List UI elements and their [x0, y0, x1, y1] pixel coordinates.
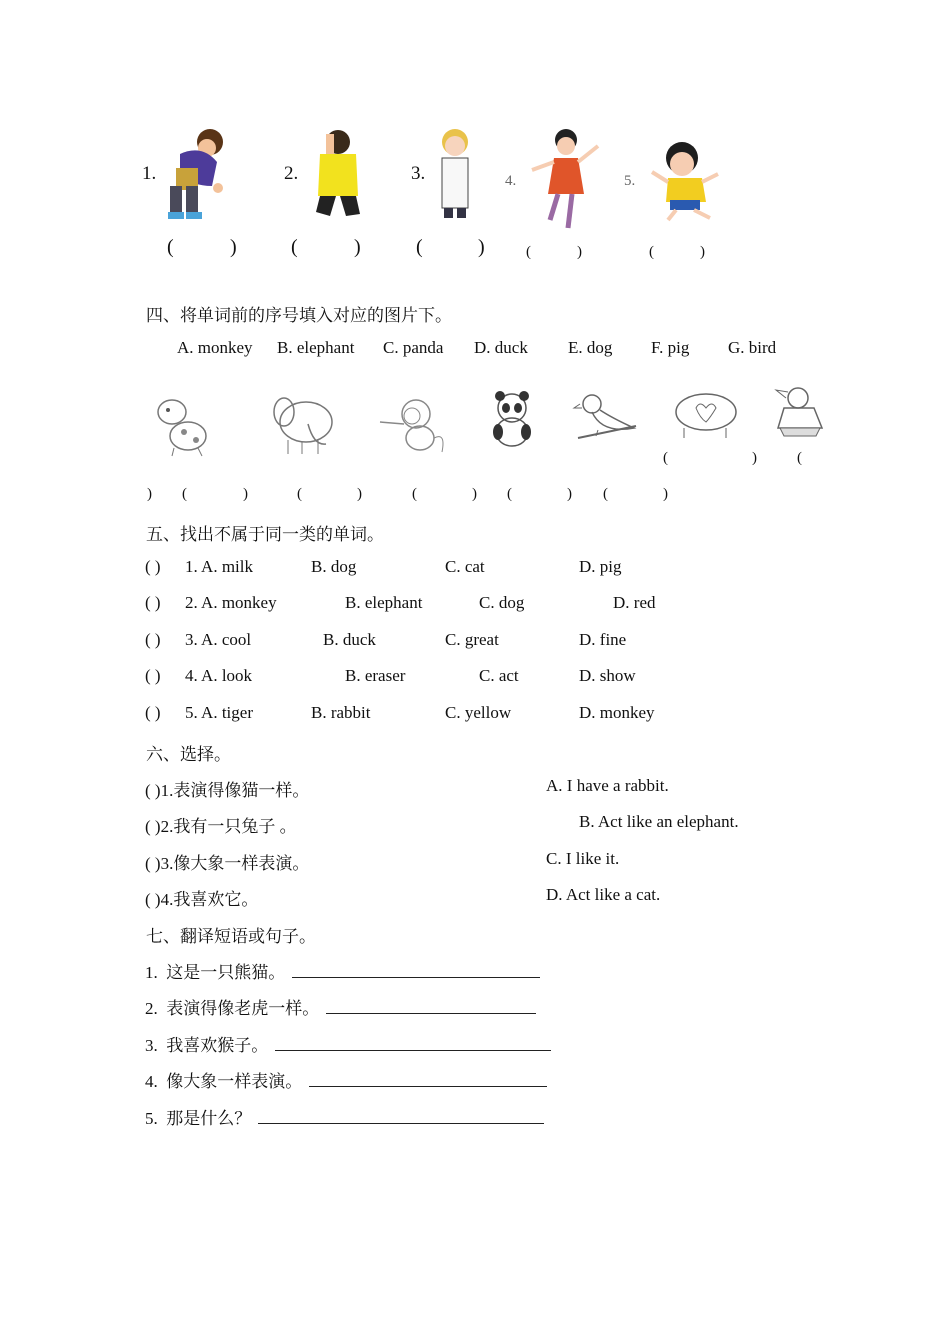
part6-heading: 六、选择。 [146, 745, 231, 764]
animal-paren-open-7: ( [603, 486, 608, 502]
row-paren: ( ) [145, 557, 161, 576]
dog-sketch-picture [148, 390, 218, 460]
animal-paren-open-4: ( [297, 486, 302, 502]
match-left-2: ( )2.我有一只兔子 。 [145, 817, 297, 836]
match-right-b: B. Act like an elephant. [579, 812, 739, 831]
translation-prompt: 那是什么？ [166, 1109, 252, 1128]
match-left-4: ( )4.我喜欢它。 [145, 890, 259, 909]
match-left-1: ( )1.表演得像猫一样。 [145, 781, 310, 800]
animal-paren-close-2: ) [147, 486, 152, 502]
animal-paren-close-1: ) [752, 450, 757, 466]
translation-row-5 [145, 1104, 544, 1129]
translation-row-1 [145, 958, 540, 983]
animal-paren-open-3: ( [182, 486, 187, 502]
translation-number: 5. [145, 1109, 158, 1128]
word-option-a: A. monkey [177, 338, 253, 357]
picture-number-2: 2. [284, 163, 299, 184]
answer-paren-close-1: ) [230, 236, 237, 258]
girl-dancing-picture [526, 124, 602, 234]
translation-number: 4. [145, 1072, 158, 1091]
option-c: C. great [445, 630, 499, 649]
animal-paren-open-1: ( [663, 450, 668, 466]
option-a: 2. A. monkey [185, 593, 277, 612]
answer-paren-open-2: ( [291, 236, 298, 258]
option-b: B. rabbit [311, 703, 371, 722]
word-option-e: E. dog [568, 338, 613, 357]
answer-paren-open-5: ( [649, 244, 654, 260]
picture-number-5: 5. [624, 173, 636, 189]
translation-prompt: 这是一只熊猫。 [166, 963, 286, 982]
part4-heading: 四、将单词前的序号填入对应的图片下。 [146, 306, 452, 325]
translation-prompt: 表演得像老虎一样。 [166, 999, 320, 1018]
child-bending-picture [162, 124, 242, 222]
answer-blank-line[interactable] [309, 1072, 547, 1087]
translation-row-3 [145, 1031, 551, 1056]
translation-prompt: 我喜欢猴子。 [166, 1036, 269, 1055]
option-c: C. dog [479, 593, 525, 612]
option-a: 1. A. milk [185, 557, 254, 576]
answer-paren-close-2: ) [354, 236, 361, 258]
translation-number: 3. [145, 1036, 158, 1055]
animal-paren-close-4: ) [357, 486, 362, 502]
boy-roaring-picture [646, 138, 724, 224]
word-option-f: F. pig [651, 338, 690, 357]
picture-number-4: 4. [505, 173, 517, 189]
option-d: D. show [579, 666, 636, 685]
elephant-sketch-picture [268, 388, 338, 458]
option-d: D. red [613, 593, 656, 612]
answer-paren-open-4: ( [526, 244, 531, 260]
word-option-g: G. bird [728, 338, 777, 357]
child-kneeling-picture [306, 124, 366, 222]
option-c: C. yellow [445, 703, 512, 722]
match-right-d: D. Act like a cat. [546, 885, 661, 904]
option-b: B. eraser [345, 666, 406, 685]
match-right-c: C. I like it. [546, 849, 620, 868]
option-d: D. monkey [579, 703, 655, 722]
row-paren: ( ) [145, 703, 161, 722]
animal-paren-close-3: ) [243, 486, 248, 502]
child-covering-face-picture [432, 124, 478, 222]
option-c: C. act [479, 666, 519, 685]
word-option-d: D. duck [474, 338, 528, 357]
translation-row-4 [145, 1067, 547, 1092]
animal-paren-close-7: ) [663, 486, 668, 502]
answer-blank-line[interactable] [292, 963, 540, 978]
option-c: C. cat [445, 557, 485, 576]
option-a: 4. A. look [185, 666, 253, 685]
animal-paren-open-6: ( [507, 486, 512, 502]
option-a: 5. A. tiger [185, 703, 253, 722]
match-right-a: A. I have a rabbit. [546, 776, 669, 795]
bird-sketch-picture [572, 390, 640, 452]
word-option-c: C. panda [383, 338, 444, 357]
animal-paren-close-5: ) [472, 486, 477, 502]
row-paren: ( ) [145, 593, 161, 612]
picture-number-3: 3. [411, 163, 426, 184]
row-paren: ( ) [145, 630, 161, 649]
answer-paren-close-5: ) [700, 244, 705, 260]
option-a: 3. A. cool [185, 630, 252, 649]
option-b: B. elephant [345, 593, 423, 612]
option-d: D. fine [579, 630, 627, 649]
monkey-sketch-picture [376, 392, 448, 458]
animal-paren-open-2: ( [797, 450, 802, 466]
answer-paren-open-3: ( [416, 236, 423, 258]
animal-paren-open-5: ( [412, 486, 417, 502]
answer-paren-close-4: ) [577, 244, 582, 260]
animal-paren-close-6: ) [567, 486, 572, 502]
option-d: D. pig [579, 557, 622, 576]
picture-number-1: 1. [142, 163, 157, 184]
translation-row-2 [145, 994, 536, 1019]
translation-number: 1. [145, 963, 158, 982]
answer-blank-line[interactable] [326, 999, 536, 1014]
option-b: B. dog [311, 557, 357, 576]
answer-blank-line[interactable] [275, 1036, 551, 1051]
answer-paren-open-1: ( [167, 236, 174, 258]
answer-paren-close-3: ) [478, 236, 485, 258]
row-paren: ( ) [145, 666, 161, 685]
translation-number: 2. [145, 999, 158, 1018]
translation-prompt: 像大象一样表演。 [166, 1072, 303, 1091]
answer-blank-line[interactable] [258, 1109, 544, 1124]
panda-sketch-picture [484, 388, 542, 452]
option-b: B. duck [323, 630, 376, 649]
part7-heading: 七、翻译短语或句子。 [146, 927, 316, 946]
pig-sketch-picture [670, 388, 740, 440]
match-left-3: ( )3.像大象一样表演。 [145, 854, 310, 873]
word-option-b: B. elephant [277, 338, 355, 357]
duck-sketch-picture [770, 384, 830, 444]
part5-heading: 五、找出不属于同一类的单词。 [146, 525, 384, 544]
